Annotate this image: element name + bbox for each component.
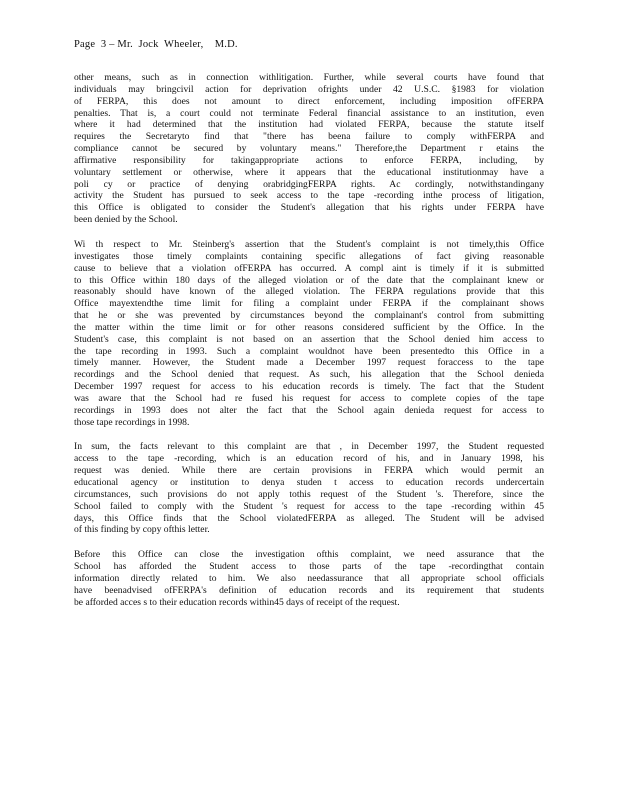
letter-body — [74, 72, 544, 621]
paragraph-timeliness — [74, 239, 544, 429]
paragraph-summary — [74, 441, 544, 536]
text-line: December 1997 request for access to his education records is timely. The fact that the Student — [74, 381, 544, 393]
text-line: cause to believe that a violation ofFERPA has occurred. A compl aint is timely if it is submitted — [74, 262, 544, 274]
text-line: where it had determined that the institution had violated FERPA, because the statute itself — [74, 119, 544, 131]
text-line: been denied by the School. — [74, 214, 178, 226]
text-line: activity the Student has pursued to seek access to the tape -recording inthe process of litigation, — [74, 190, 544, 202]
text-line: In sum, the facts relevant to this complaint are that , in December 1997, the Student requested — [74, 441, 544, 453]
text-line: the tape recording in 1993. Such a complaint wouldnot have been presentedto this Office in a — [74, 345, 544, 357]
text-line: voluntary settlement or otherwise, where it appears that the educational institutionmay have a — [74, 166, 544, 178]
text-line: recordings in 1993 does not alter the fact that the School again denieda request for access to — [74, 404, 544, 416]
page-header: Page 3 – Mr. Jock Wheeler, M.D. — [74, 39, 238, 50]
text-line: other means, such as in connection withlitigation. Further, while several courts have found that — [74, 72, 544, 83]
text-line: reasonably should have known of the alleged violation. The FERPA regulations provide that this — [74, 286, 544, 298]
text-line: to this Office within 180 days of the alleged violation or of the date that the complainant knew or — [74, 274, 544, 286]
text-line: of FERPA, this does not amount to direct enforcement, including imposition ofFERPA — [74, 95, 544, 107]
text-line: investigates those timely complaints containing specific allegations of fact giving reasonable — [74, 250, 544, 262]
text-line: those tape recordings in 1998. — [74, 416, 190, 428]
text-line: access to the tape -recording, which is an education record of his, and in January 1998, his — [74, 453, 544, 465]
text-line: this Office is obligated to consider the Student's allegation that his rights under FERPA have — [74, 202, 544, 214]
text-line: penalties. That is, a court could not terminate Federal financial assistance to an institution, even — [74, 107, 544, 119]
text-line: request was denied. While there are certain provisions in FERPA which would permit an — [74, 465, 544, 477]
text-line: recordings and the School denied that request. As such, his allegation that the School denieda — [74, 369, 544, 381]
paragraph-ferpa-enforcement — [74, 72, 544, 226]
text-line: compliance cannot be secured by voluntary means." Therefore,the Department r etains the — [74, 143, 544, 155]
text-line: the matter within the time limit or for other reasons considered sufficient by the Office. In the — [74, 321, 544, 333]
text-line: be afforded acces s to their education records within45 days of receipt of the request. — [74, 596, 400, 608]
text-line: have beenadvised ofFERPA's definition of education records and its requirement that students — [74, 584, 544, 596]
text-line: Wi th respect to Mr. Steinberg's assertion that the Student's complaint is not timely,this Office — [74, 238, 544, 250]
text-line: circumstances, such provisions do not apply tothis request of the Student 's. Therefore, since the — [74, 488, 544, 500]
text-line: requires the Secretaryto find that "there has beena failure to comply withFERPA and — [74, 131, 544, 143]
text-line: Student's case, this complaint is not based on an assertion that the School denied him access to — [74, 333, 544, 345]
text-line: Before this Office can close the investigation ofthis complaint, we need assurance that the — [74, 549, 544, 561]
text-line: timely manner. However, the Student made a December 1997 request foraccess to the tape — [74, 357, 544, 369]
text-line: School failed to comply with the Student 's request for access to the tape -recording within 45 — [74, 500, 544, 512]
paragraph-assurance — [74, 549, 544, 608]
text-line: that he or she was prevented by circumstances beyond the complainant's control from submitting — [74, 310, 544, 322]
text-line: days, this Office finds that the School violatedFERPA as alleged. The Student will be advised — [74, 512, 544, 524]
text-line: individuals may bringcivil action for deprivation ofrights under 42 U.S.C. §1983 for violation — [74, 83, 544, 95]
text-line: School has afforded the Student access to those parts of the tape -recordingthat contain — [74, 561, 544, 573]
text-line: poli cy or practice of denying orabridgingFERPA rights. Ac cordingly, notwithstandingany — [74, 178, 544, 190]
text-line: Office mayextendthe time limit for filing a complaint under FERPA if the complainant shows — [74, 298, 544, 310]
text-line: affirmative responsibility for takingappropriate actions to enforce FERPA, including, by — [74, 154, 544, 166]
text-line: of this finding by copy ofthis letter. — [74, 524, 210, 536]
text-line: was aware that the School had re fused his request for access to complete copies of the tape — [74, 392, 544, 404]
text-line: information directly related to him. We also needassurance that all appropriate school officials — [74, 572, 544, 584]
text-line: educational agency or institution to denya studen t access to education records undercertain — [74, 477, 544, 488]
